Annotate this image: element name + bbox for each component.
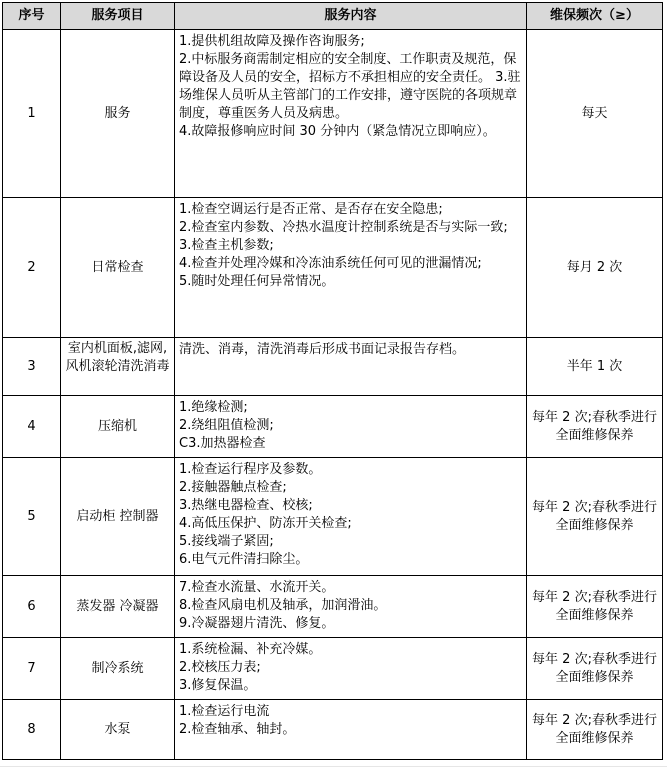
service-content — [175, 396, 527, 458]
maintenance-frequency: 每年 2 次;春秋季进行全面维修保养 — [527, 576, 663, 638]
table-row — [3, 458, 663, 576]
content-line: 7.检查水流量、水流开关。 — [179, 580, 335, 595]
service-item: 水泵 — [61, 700, 175, 760]
table-row — [3, 700, 663, 760]
content-line: 3.热继电器检查、校核; — [179, 498, 313, 513]
service-item: 蒸发器 冷凝器 — [61, 576, 175, 638]
header-content: 服务内容 — [175, 3, 527, 30]
table-row — [3, 638, 663, 700]
content-line: 1.提供机组故障及操作咨询服务; — [179, 34, 365, 49]
service-item: 日常检查 — [61, 198, 175, 338]
header-item: 服务项目 — [61, 3, 175, 30]
service-content — [175, 30, 527, 198]
content-line: 4.高低压保护、防冻开关检查; — [179, 516, 352, 531]
maintenance-frequency: 每年 2 次;春秋季进行全面维修保养 — [527, 638, 663, 700]
content-line: 8.检查风扇电机及轴承，加润滑油。 — [179, 598, 387, 613]
content-line: 3.修复保温。 — [179, 678, 257, 693]
content-line: 3.检查主机参数; — [179, 238, 274, 253]
content-line: 1.检查运行程序及参数。 — [179, 462, 322, 477]
service-item: 制冷系统 — [61, 638, 175, 700]
content-line: 2.接触器触点检查; — [179, 480, 287, 495]
maintenance-frequency: 每月 2 次 — [527, 198, 663, 338]
table-row — [3, 338, 663, 396]
content-line: 2.校核压力表; — [179, 660, 261, 675]
content-line: 4.检查并处理冷媒和冷冻油系统任何可见的泄漏情况; — [179, 256, 482, 271]
content-line: 2.检查室内参数、冷热水温度计控制系统是否与实际一致; — [179, 220, 508, 235]
content-line: 5.接线端子紧固; — [179, 534, 274, 549]
row-number: 3 — [3, 338, 61, 396]
content-line: C3.加热器检查 — [179, 436, 266, 451]
row-number: 2 — [3, 198, 61, 338]
header-frequency: 维保频次（≥） — [527, 3, 663, 30]
content-line: 1.检查运行电流 — [179, 704, 270, 719]
page-bottom-edge — [0, 766, 667, 779]
row-number: 7 — [3, 638, 61, 700]
service-content — [175, 198, 527, 338]
content-line: 清洗、消毒，清洗消毒后形成书面记录报告存档。 — [179, 342, 466, 357]
content-line: 4.故障报修响应时间 30 分钟内（紧急情况立即响应）。 — [179, 124, 496, 139]
maintenance-table — [2, 2, 663, 760]
content-line: 5.随时处理任何异常情况。 — [179, 274, 335, 289]
table-row — [3, 198, 663, 338]
table-header-row — [3, 3, 663, 30]
row-number: 1 — [3, 30, 61, 198]
content-line: 2.绕组阻值检测; — [179, 418, 274, 433]
content-line: 6.电气元件清扫除尘。 — [179, 552, 309, 567]
service-content — [175, 700, 527, 760]
service-item: 启动柜 控制器 — [61, 458, 175, 576]
service-item: 服务 — [61, 30, 175, 198]
service-content — [175, 638, 527, 700]
row-number: 6 — [3, 576, 61, 638]
table-row — [3, 30, 663, 198]
maintenance-frequency: 半年 1 次 — [527, 338, 663, 396]
service-item: 压缩机 — [61, 396, 175, 458]
row-number: 5 — [3, 458, 61, 576]
table-row — [3, 576, 663, 638]
content-line: 9.冷凝器翅片清洗、修复。 — [179, 616, 335, 631]
header-no: 序号 — [3, 3, 61, 30]
service-content — [175, 338, 527, 396]
service-content — [175, 576, 527, 638]
content-line: 2.中标服务商需制定相应的安全制度、工作职责及规范，保障设备及人员的安全，招标方不承担相应的安全责任。 3.驻场维保人员听从主管部门的工作安排，遵守医院的各项规章制度，尊重医务人员及病患。 — [179, 52, 521, 121]
content-line: 1.系统检漏、补充冷媒。 — [179, 642, 322, 657]
row-number: 8 — [3, 700, 61, 760]
maintenance-frequency: 每年 2 次;春秋季进行全面维修保养 — [527, 458, 663, 576]
maintenance-frequency: 每年 2 次;春秋季进行全面维修保养 — [527, 396, 663, 458]
content-line: 1.绝缘检测; — [179, 400, 248, 415]
service-item: 室内机面板,滤网,风机滚轮清洗消毒 — [61, 338, 175, 396]
content-line: 2.检查轴承、轴封。 — [179, 722, 296, 737]
service-content — [175, 458, 527, 576]
maintenance-frequency: 每年 2 次;春秋季进行全面维修保养 — [527, 700, 663, 760]
maintenance-frequency: 每天 — [527, 30, 663, 198]
table-row — [3, 396, 663, 458]
row-number: 4 — [3, 396, 61, 458]
content-line: 1.检查空调运行是否正常、是否存在安全隐患; — [179, 202, 443, 217]
